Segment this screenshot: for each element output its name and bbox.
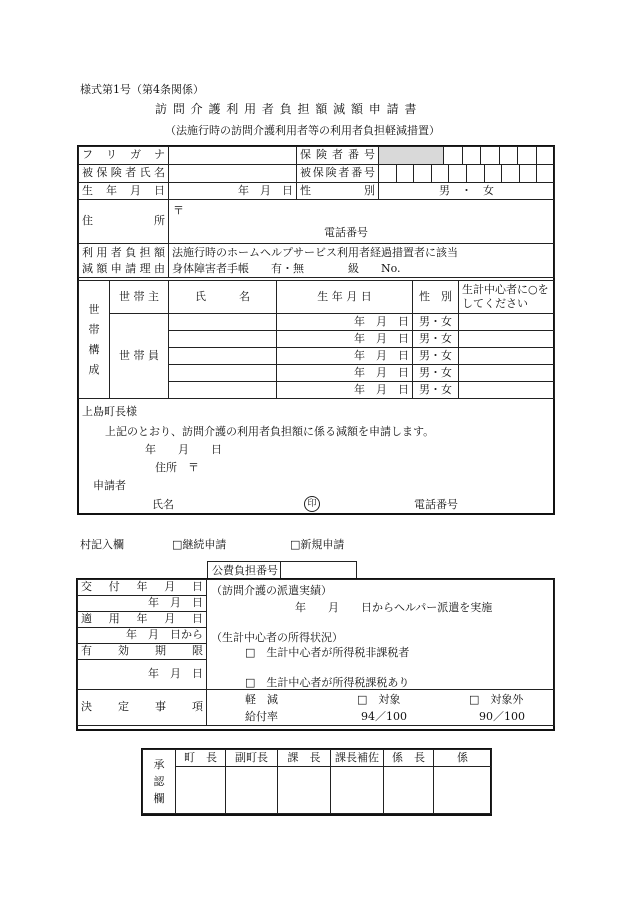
insured-name-label: 被保険者氏名 xyxy=(79,165,169,183)
apply-date-label: 適 用 年 月 日 xyxy=(78,612,207,628)
grant-date-label: 交 付 年 月 日 xyxy=(78,580,207,596)
address-phone-label: 電話番号 xyxy=(324,226,368,239)
approval-stamp-director[interactable] xyxy=(278,767,331,814)
dispatch-text: 年 月 日からヘルパー派遣を実施 xyxy=(295,601,493,614)
member-sex-1[interactable]: 男・女 xyxy=(413,314,459,331)
insured-number-label: 被保険者番号 xyxy=(297,165,379,183)
member-sex-4[interactable]: 男・女 xyxy=(413,365,459,382)
rate-label: 給付率 xyxy=(245,710,278,723)
furigana-label: フ リ ガ ナ xyxy=(79,147,169,165)
insurer-number-label: 保険者番号 xyxy=(297,147,379,165)
col-birth: 生 年 月 日 xyxy=(277,281,413,314)
approval-label: 承 認 欄 xyxy=(143,750,176,814)
rate-2: 90／100 xyxy=(479,710,525,723)
sex-field[interactable]: 男 ・ 女 xyxy=(379,183,555,200)
approval-col-deputy-mayor: 副町長 xyxy=(226,750,278,767)
member-name-1[interactable] xyxy=(169,314,277,331)
col-name: 氏 名 xyxy=(169,281,277,314)
col-sex: 性 別 xyxy=(413,281,459,314)
applicant-phone[interactable]: 電話番号 xyxy=(414,498,458,511)
income-title: （生計中心者の所得状況） xyxy=(211,631,343,644)
member-name-2[interactable] xyxy=(169,331,277,348)
member-note-5[interactable] xyxy=(459,382,555,399)
member-note-3[interactable] xyxy=(459,348,555,365)
approval-stamp-mayor[interactable] xyxy=(176,767,226,814)
applicant-address[interactable]: 住所 〒 xyxy=(155,461,199,474)
rate-1: 94／100 xyxy=(361,710,407,723)
household-members-label: 世 帯 員 xyxy=(110,314,169,399)
member-note-2[interactable] xyxy=(459,331,555,348)
approval-col-staff: 係 xyxy=(434,750,492,767)
income-taxable[interactable]: □ 生計中心者が所得税課税あり xyxy=(245,676,410,689)
address-field[interactable] xyxy=(169,200,555,244)
household-table xyxy=(78,280,555,399)
postal-mark: 〒 xyxy=(173,204,184,217)
address-label: 住 所 xyxy=(79,200,169,244)
member-birth-5[interactable]: 年 月 日 xyxy=(277,382,413,399)
validity-value[interactable]: 年 月 日 xyxy=(78,660,207,690)
member-sex-2[interactable]: 男・女 xyxy=(413,331,459,348)
apply-date-value[interactable]: 年 月 日から xyxy=(78,628,207,644)
reason-label: 利用者負担額 減額申請理由 xyxy=(79,244,169,278)
grant-date-value[interactable]: 年 月 日 xyxy=(78,596,207,612)
applicant-label: 申請者 xyxy=(93,479,126,492)
declaration-text: 上記のとおり、訪問介護の利用者負担額に係る減額を申請します。 xyxy=(105,425,435,438)
member-note-4[interactable] xyxy=(459,365,555,382)
applicant-name[interactable]: 氏名 xyxy=(152,498,174,511)
dispatch-income-cell[interactable] xyxy=(207,580,555,690)
approval-stamp-deputy-mayor[interactable] xyxy=(226,767,278,814)
decision-cell[interactable] xyxy=(207,690,555,726)
member-sex-3[interactable]: 男・女 xyxy=(413,348,459,365)
household-head-label: 世 帯 主 xyxy=(110,281,169,314)
reduction-label: 軽 減 xyxy=(245,693,278,706)
member-birth-4[interactable]: 年 月 日 xyxy=(277,365,413,382)
approval-stamp-staff[interactable] xyxy=(434,767,492,814)
member-note-1[interactable] xyxy=(459,314,555,331)
member-name-5[interactable] xyxy=(169,382,277,399)
public-number-label: 公費負担番号 xyxy=(212,564,278,577)
member-sex-5[interactable]: 男・女 xyxy=(413,382,459,399)
seal-mark: 印 xyxy=(304,496,320,512)
member-birth-2[interactable]: 年 月 日 xyxy=(277,331,413,348)
member-name-3[interactable] xyxy=(169,348,277,365)
reason-field[interactable]: 法施行時のホームヘルプサービス利用者経過措置者に該当 身体障害者手帳 有・無 級 No. xyxy=(169,244,555,278)
form-number: 様式第1号（第4条関係） xyxy=(80,83,204,96)
household-section-label: 世 帯 構 成 xyxy=(79,281,110,399)
validity-label: 有 効 期 限 xyxy=(78,644,207,660)
new-checkbox[interactable]: □新規申請 xyxy=(290,538,345,551)
approval-col-mayor: 町 長 xyxy=(176,750,226,767)
member-birth-3[interactable]: 年 月 日 xyxy=(277,348,413,365)
dispatch-title: （訪問介護の派遣実績） xyxy=(211,584,332,597)
decision-label: 決 定 事 項 xyxy=(78,690,207,726)
birth-date-field[interactable]: 年 月 日 xyxy=(169,183,297,200)
insurer-number-boxes[interactable] xyxy=(379,147,555,165)
form-subtitle: （法施行時の訪問介護利用者等の利用者負担軽減措置） xyxy=(165,124,440,137)
public-number-box[interactable] xyxy=(207,561,357,579)
declaration-date[interactable]: 年 月 日 xyxy=(145,443,222,456)
birth-date-label: 生 年 月 日 xyxy=(79,183,169,200)
approval-stamp-chief[interactable] xyxy=(384,767,434,814)
furigana-field[interactable] xyxy=(169,147,297,165)
applicant-table xyxy=(78,146,555,278)
office-label: 村記入欄 xyxy=(80,538,124,551)
approval-col-chief: 係 長 xyxy=(384,750,434,767)
member-name-4[interactable] xyxy=(169,365,277,382)
approval-stamp-assistant-director[interactable] xyxy=(331,767,384,814)
office-table xyxy=(77,579,555,726)
approval-col-director: 課 長 xyxy=(278,750,331,767)
continue-checkbox[interactable]: □継続申請 xyxy=(172,538,227,551)
insured-number-boxes[interactable] xyxy=(379,165,555,183)
col-note: 生計中心者に○をしてください xyxy=(459,281,555,314)
member-birth-1[interactable]: 年 月 日 xyxy=(277,314,413,331)
sex-label: 性 別 xyxy=(297,183,379,200)
insured-name-field[interactable] xyxy=(169,165,297,183)
form-title: 訪 問 介 護 利 用 者 負 担 額 減 額 申 請 書 xyxy=(155,102,418,116)
target-checkbox[interactable]: □ 対象 xyxy=(357,693,401,706)
addressee: 上島町長様 xyxy=(82,405,137,418)
income-non-taxable[interactable]: □ 生計中心者が所得税非課税者 xyxy=(245,646,410,659)
approval-col-assistant-director: 課長補佐 xyxy=(331,750,384,767)
approval-table xyxy=(142,749,492,814)
non-target-checkbox[interactable]: □ 対象外 xyxy=(469,693,524,706)
